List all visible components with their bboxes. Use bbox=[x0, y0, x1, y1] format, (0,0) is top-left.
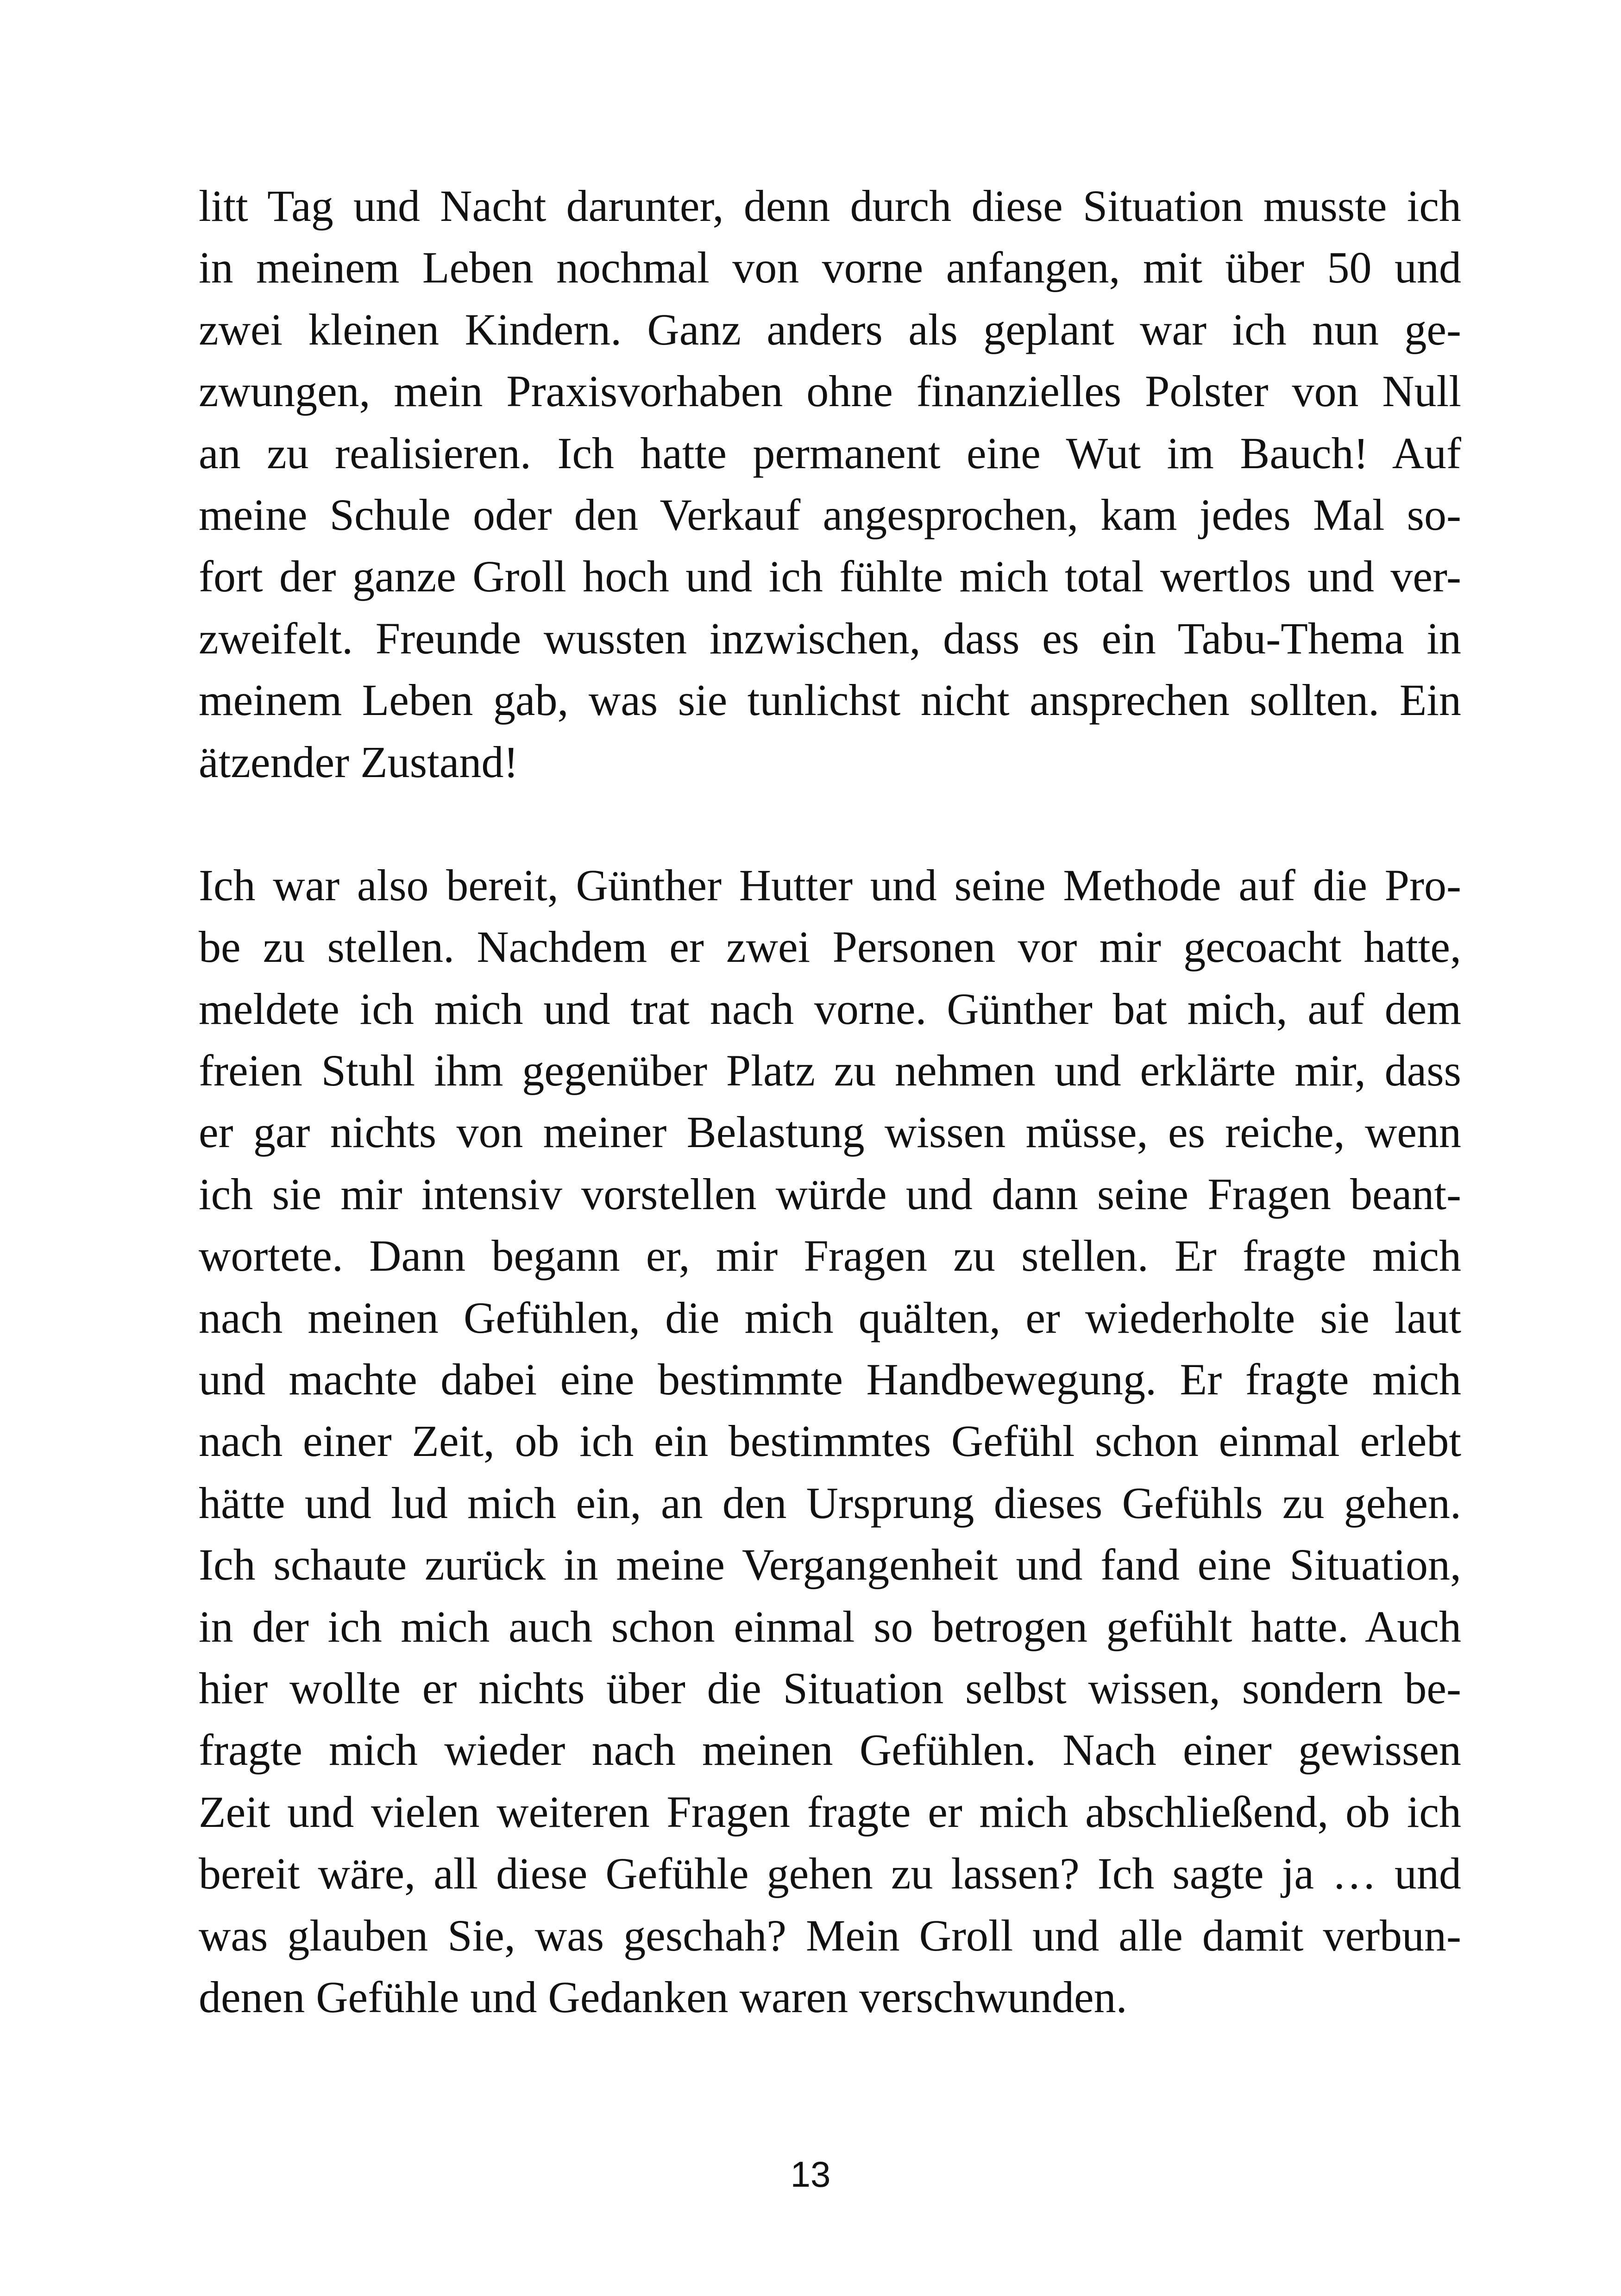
text-line: Zeit und vielen weiteren Fragen fragte er mich abschließend, ob ich bbox=[199, 1787, 1461, 1837]
text-line: nach meinen Gefühlen, die mich quälten, er wiederholte sie laut bbox=[199, 1292, 1461, 1342]
paragraph bbox=[199, 854, 1461, 2028]
text-line: zwei kleinen Kindern. Ganz anders als geplant war ich nun ge- bbox=[199, 304, 1461, 354]
body-text bbox=[199, 175, 1461, 2028]
text-line: wortete. Dann begann er, mir Fragen zu stellen. Er fragte mich bbox=[199, 1231, 1461, 1281]
text-line: denen Gefühle und Gedanken waren verschwunden. bbox=[199, 1972, 1127, 2022]
text-line: hätte und lud mich ein, an den Ursprung dieses Gefühls zu gehen. bbox=[199, 1478, 1461, 1528]
text-line: er gar nichts von meiner Belastung wissen müsse, es reiche, wenn bbox=[199, 1107, 1461, 1157]
text-line: in der ich mich auch schon einmal so betrogen gefühlt hatte. Auch bbox=[199, 1601, 1461, 1651]
text-line: hier wollte er nichts über die Situation selbst wissen, sondern be- bbox=[199, 1663, 1461, 1713]
text-line: Ich schaute zurück in meine Vergangenheit und fand eine Situation, bbox=[199, 1540, 1461, 1590]
text-line: zwungen, mein Praxisvorhaben ohne finanzielles Polster von Null bbox=[199, 366, 1461, 416]
text-line: ätzender Zustand! bbox=[199, 737, 519, 787]
text-line: zweifelt. Freunde wussten inzwischen, dass es ein Tabu-Thema in bbox=[199, 613, 1461, 663]
text-line: in meinem Leben nochmal von vorne anfangen, mit über 50 und bbox=[199, 243, 1461, 293]
text-line: nach einer Zeit, ob ich ein bestimmtes Gefühl schon einmal erlebt bbox=[199, 1416, 1461, 1466]
text-line: was glauben Sie, was geschah? Mein Groll und alle damit verbun- bbox=[199, 1910, 1461, 1960]
paragraph bbox=[199, 175, 1461, 793]
text-line: be zu stellen. Nachdem er zwei Personen vor mir gecoacht hatte, bbox=[199, 922, 1461, 972]
text-line: meldete ich mich und trat nach vorne. Günther bat mich, auf dem bbox=[199, 984, 1461, 1034]
text-line: fort der ganze Groll hoch und ich fühlte mich total wertlos und ver- bbox=[199, 552, 1461, 602]
text-line: Ich war also bereit, Günther Hutter und seine Methode auf die Pro- bbox=[199, 860, 1461, 910]
text-line: freien Stuhl ihm gegenüber Platz zu nehmen und erklärte mir, dass bbox=[199, 1046, 1461, 1096]
text-line: bereit wäre, all diese Gefühle gehen zu lassen? Ich sagte ja … und bbox=[199, 1849, 1461, 1899]
text-line: und machte dabei eine bestimmte Handbewegung. Er fragte mich bbox=[199, 1355, 1461, 1405]
text-line: fragte mich wieder nach meinen Gefühlen. Nach einer gewissen bbox=[199, 1725, 1461, 1775]
page-number: 13 bbox=[790, 2154, 831, 2195]
text-line: litt Tag und Nacht darunter, denn durch diese Situation musste ich bbox=[199, 181, 1461, 231]
text-line: ich sie mir intensiv vorstellen würde und dann seine Fragen beant- bbox=[199, 1169, 1461, 1219]
text-line: meinem Leben gab, was sie tunlichst nicht ansprechen sollten. Ein bbox=[199, 675, 1461, 725]
text-line: an zu realisieren. Ich hatte permanent eine Wut im Bauch! Auf bbox=[199, 428, 1461, 478]
text-line: meine Schule oder den Verkauf angesprochen, kam jedes Mal so- bbox=[199, 489, 1461, 539]
